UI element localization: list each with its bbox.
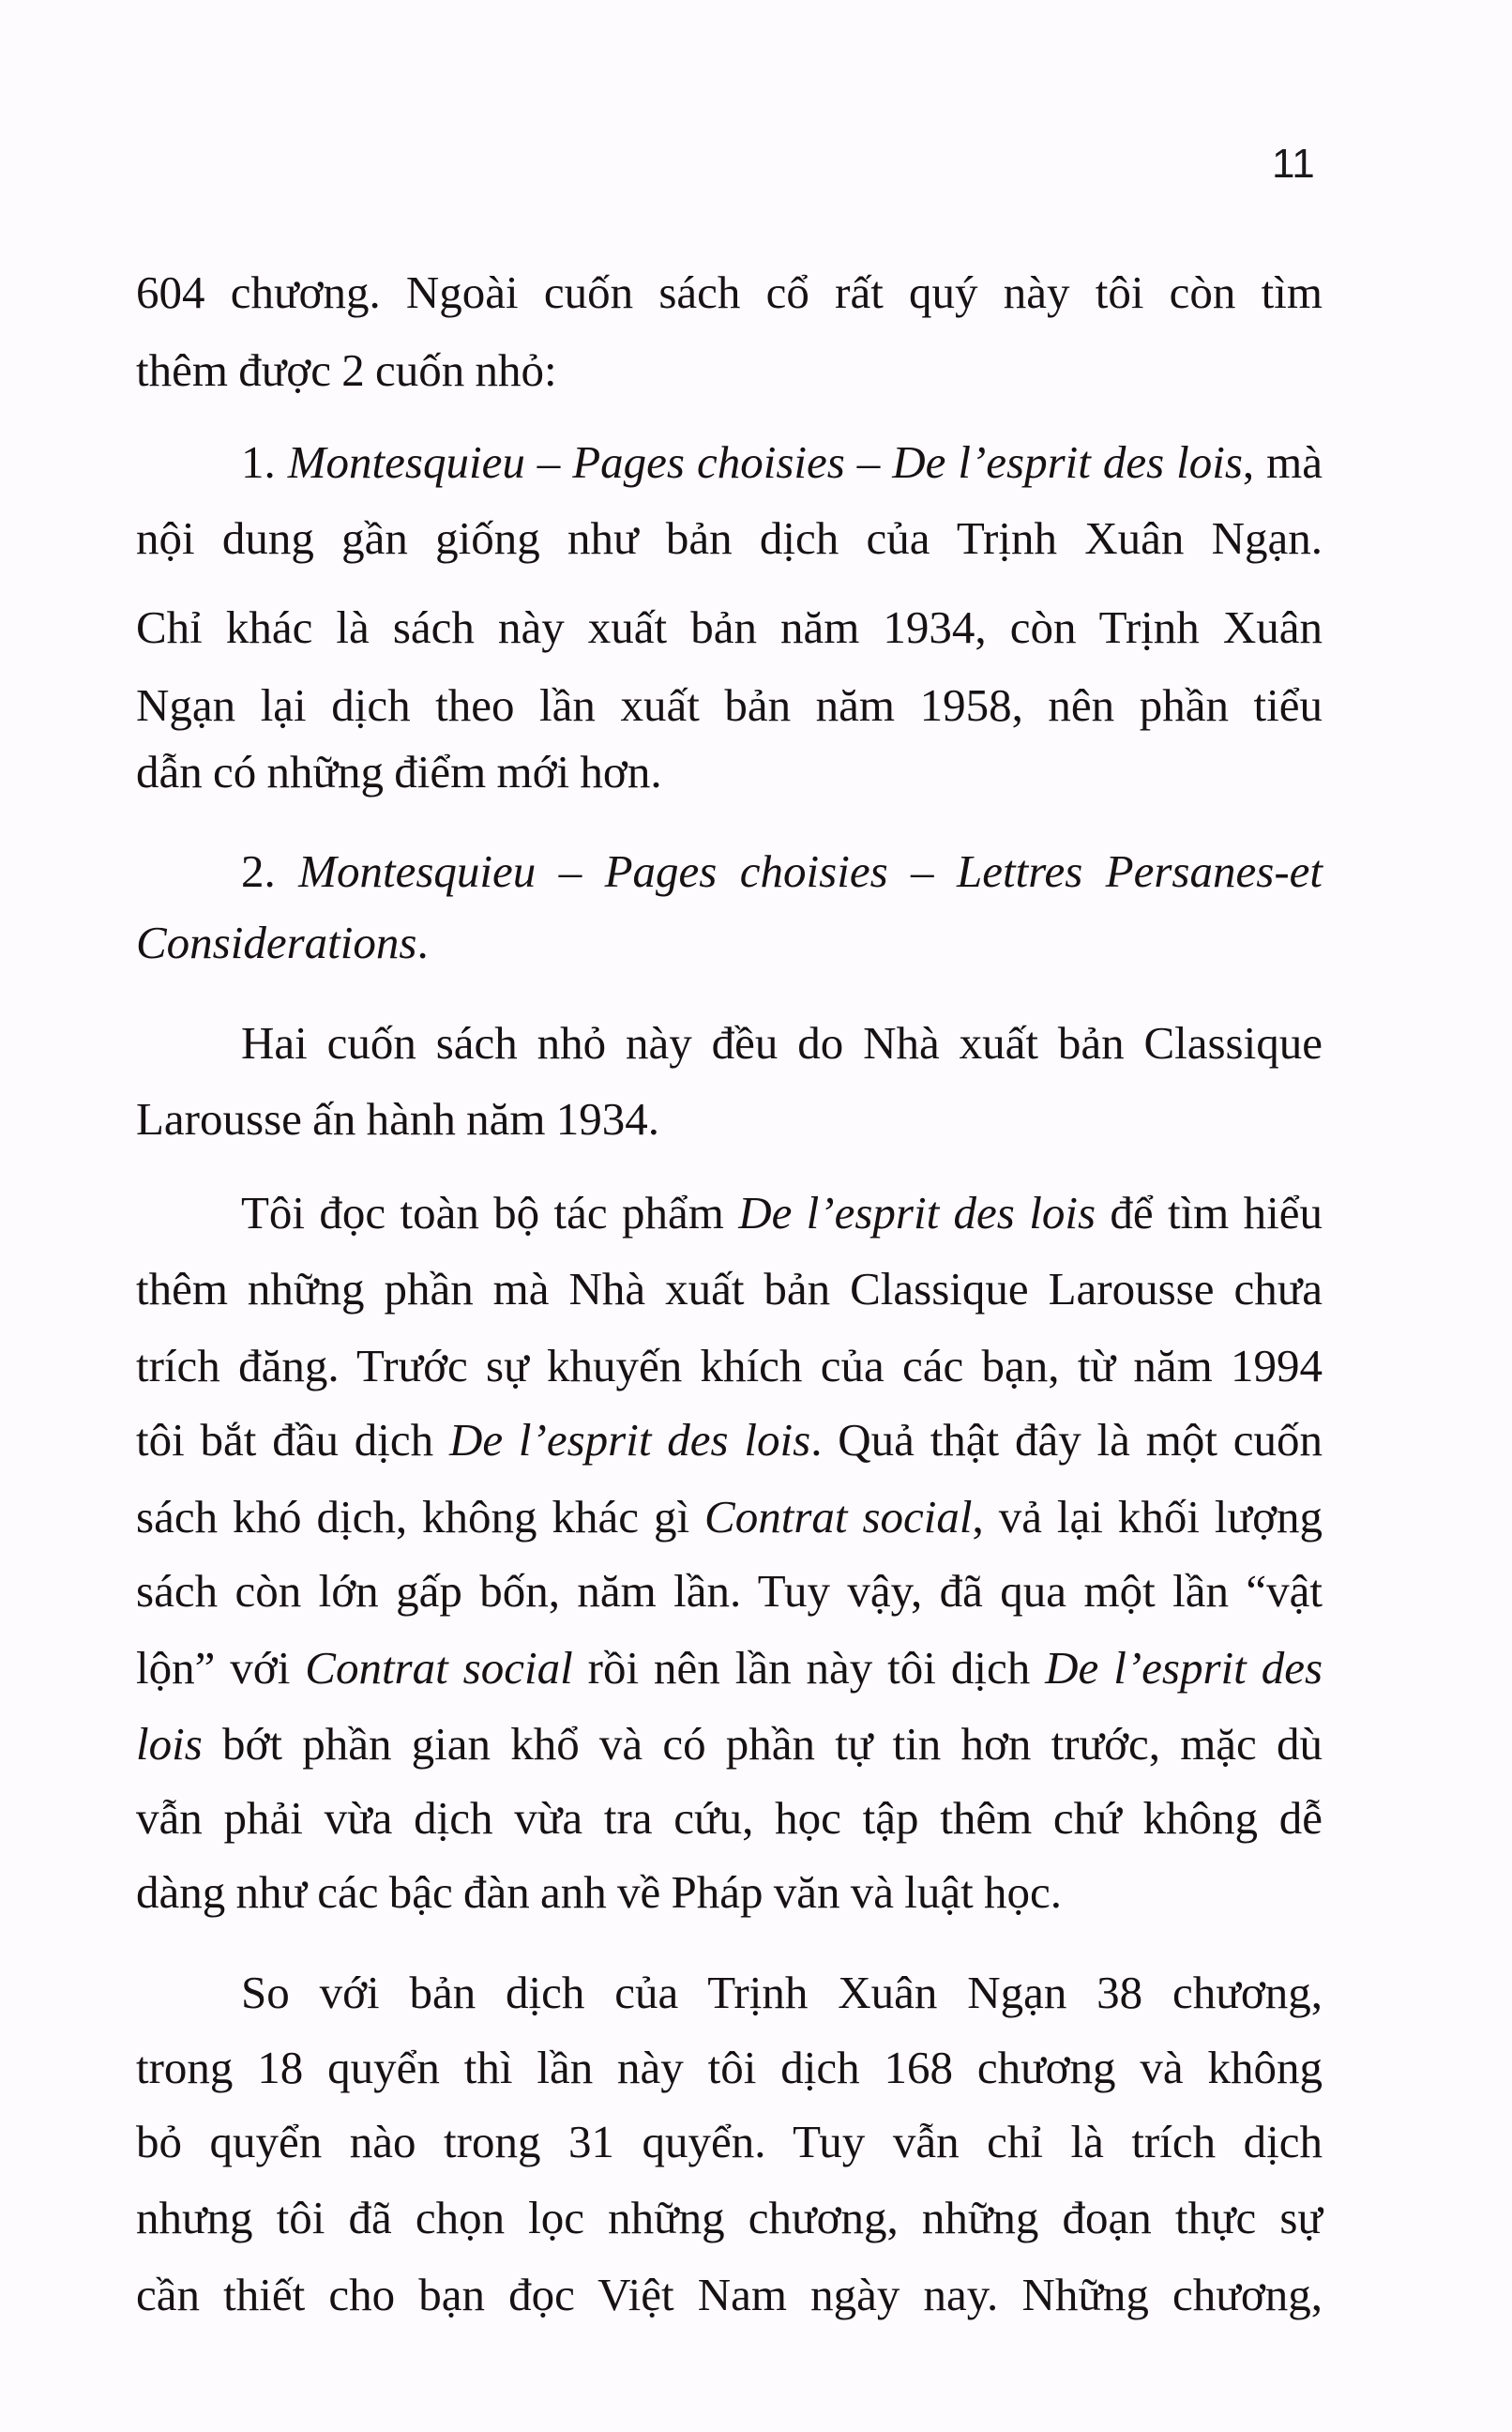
text-line [136, 2267, 1323, 2323]
text-segment: tôi bắt đầu dịch [136, 1414, 449, 1466]
text-line [241, 1185, 1323, 1241]
text-segment: 1. [241, 436, 288, 488]
text-line [136, 677, 1323, 734]
text-segment: . [416, 917, 429, 968]
text-line [136, 265, 1323, 321]
text-line [136, 2114, 1323, 2170]
text-segment: thêm những phần mà Nhà xuất bản Classique Larousse chưa [136, 1263, 1323, 1315]
text-segment: Ngạn lại dịch theo lần xuất bản năm 1958, nên phần tiểu [136, 679, 1323, 731]
text-line [136, 2040, 1323, 2096]
text-line [241, 844, 1323, 900]
page-number: 11 [1272, 141, 1315, 187]
italic-title-text: Contrat social [704, 1491, 973, 1543]
text-segment: trong 18 quyển thì lần này tôi dịch 168 chương và không [136, 2042, 1323, 2093]
text-segment: Chỉ khác là sách này xuất bản năm 1934, còn Trịnh Xuân [136, 601, 1323, 653]
text-line [136, 1563, 1323, 1619]
text-line [136, 1091, 1323, 1148]
italic-title-text: De l’esprit des [1045, 1642, 1323, 1694]
text-segment: Tôi đọc toàn bộ tác phẩm [241, 1187, 739, 1239]
text-line [136, 1864, 1323, 1921]
text-segment: So với bản dịch của Trịnh Xuân Ngạn 38 chương, [241, 1967, 1323, 2018]
text-line [136, 1338, 1323, 1394]
text-segment: thêm được 2 cuốn nhỏ: [136, 344, 557, 396]
text-segment: 604 chương. Ngoài cuốn sách cổ rất quý này tôi còn tìm [136, 266, 1323, 318]
italic-title-text: Montesquieu – Pages choisies – Lettres Persanes-et [298, 845, 1323, 897]
italic-title-text: Considerations [136, 917, 417, 968]
text-segment: dàng như các bậc đàn anh về Pháp văn và luật học. [136, 1866, 1063, 1918]
text-segment: bớt phần gian khổ và có phần tự tin hơn trước, mặc dù [202, 1718, 1323, 1770]
text-segment: sách khó dịch, không khác gì [136, 1491, 705, 1543]
text-segment: Larousse ấn hành năm 1934. [136, 1093, 659, 1145]
text-segment: , mà [1242, 436, 1323, 488]
italic-title-text: De l’esprit des lois [738, 1187, 1096, 1239]
italic-title-text: De l’esprit des lois [448, 1414, 811, 1466]
text-line [136, 1489, 1323, 1545]
text-segment: lộn” với [136, 1642, 306, 1694]
text-segment: dẫn có những điểm mới hơn. [136, 746, 662, 798]
italic-title-text: lois [136, 1718, 203, 1770]
text-segment: Hai cuốn sách nhỏ này đều do Nhà xuất bản Classique [241, 1017, 1323, 1069]
text-line [136, 510, 1323, 567]
text-segment: trích đăng. Trước sự khuyến khích của các bạn, từ năm 1994 [136, 1340, 1323, 1391]
text-segment: bỏ quyển nào trong 31 quyển. Tuy vẫn chỉ là trích dịch [136, 2116, 1323, 2167]
text-line [136, 1412, 1323, 1468]
text-segment: cần thiết cho bạn đọc Việt Nam ngày nay. Những chương, [136, 2269, 1323, 2320]
text-segment: để tìm hiểu [1096, 1187, 1323, 1239]
text-line [136, 342, 1323, 399]
text-line [136, 915, 1323, 971]
text-line [136, 600, 1323, 656]
text-line [136, 1261, 1323, 1317]
text-line [241, 1015, 1323, 1072]
text-line [136, 1640, 1323, 1696]
text-segment: rồi nên lần này tôi dịch [572, 1642, 1046, 1694]
text-segment: 2. [241, 845, 299, 897]
text-segment: , vả lại khối lượng [972, 1491, 1323, 1543]
text-segment: . Quả thật đây là một cuốn [810, 1414, 1323, 1466]
italic-title-text: Contrat social [305, 1642, 573, 1694]
text-line [136, 2190, 1323, 2246]
text-line [136, 744, 1323, 800]
text-line [136, 1790, 1323, 1847]
text-segment: vẫn phải vừa dịch vừa tra cứu, học tập thêm chứ không dễ [136, 1792, 1323, 1844]
text-segment: nội dung gần giống như bản dịch của Trịnh Xuân Ngạn. [136, 512, 1323, 564]
text-line [241, 434, 1323, 491]
italic-title-text: Montesquieu – Pages choisies – De l’esprit des lois [287, 436, 1243, 488]
text-line [136, 1716, 1323, 1772]
text-segment: nhưng tôi đã chọn lọc những chương, những đoạn thực sự [136, 2192, 1323, 2243]
text-segment: sách còn lớn gấp bốn, năm lần. Tuy vậy, đã qua một lần “vật [136, 1565, 1323, 1617]
text-line [241, 1965, 1323, 2021]
